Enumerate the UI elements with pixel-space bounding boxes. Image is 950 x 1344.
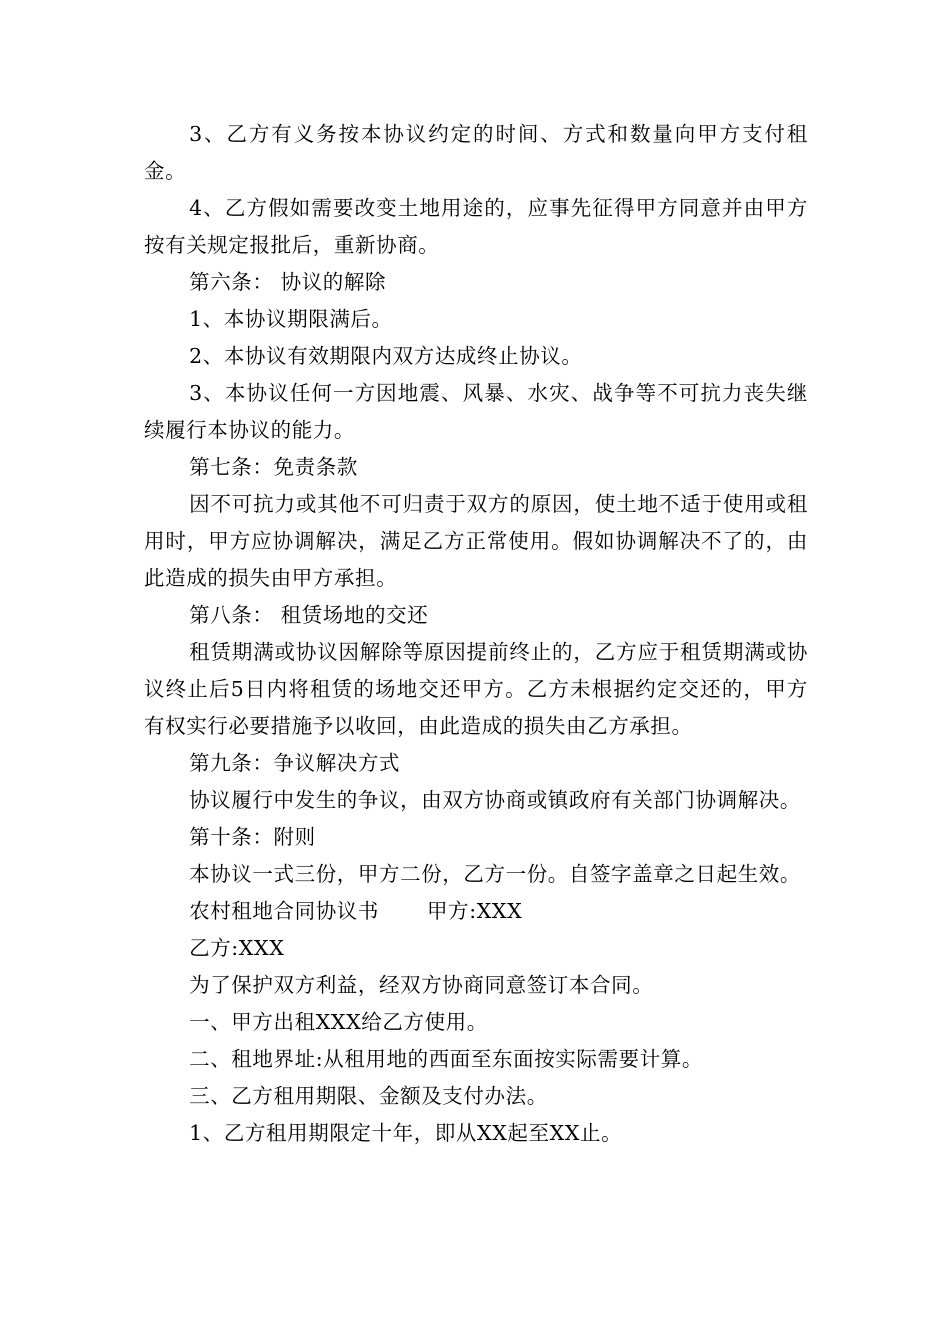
- signature-line: [144, 893, 808, 930]
- paragraph-rent-payment: 3、乙方有义务按本协议约定的时间、方式和数量向甲方支付租金。: [144, 122, 808, 183]
- party-a-label: 甲方:XXX: [427, 899, 523, 923]
- paragraph-dispute: 协议履行中发生的争议，由双方协商或镇政府有关部门协调解决。: [189, 788, 801, 812]
- section-heading-9: 第九条：争议解决方式: [189, 751, 401, 775]
- clause-3: 三、乙方租用期限、金额及支付办法。: [189, 1084, 548, 1108]
- section-heading-7: 第七条：免责条款: [189, 455, 358, 479]
- paragraph-force-majeure: 3、本协议任何一方因地震、风暴、水灾、战争等不可抗力丧失继续履行本协议的能力。: [144, 381, 808, 442]
- section-heading-6: 第六条： 协议的解除: [189, 270, 387, 294]
- paragraph-exemption: 因不可抗力或其他不可归责于双方的原因，使土地不适于使用或租用时，甲方应协调解决，满足乙方正常使用。假如协调解决不了的，由此造成的损失由甲方承担。: [144, 492, 808, 590]
- clause-2: 二、租地界址:从租用地的西面至东面按实际需要计算。: [189, 1047, 703, 1071]
- paragraph-mutual-termination: 2、本协议有效期限内双方达成终止协议。: [189, 344, 583, 368]
- paragraph-term-expired: 1、本协议期限满后。: [189, 307, 393, 331]
- section-heading-10: 第十条：附则: [189, 825, 316, 849]
- paragraph-copies: 本协议一式三份，甲方二份，乙方一份。自签字盖章之日起生效。: [189, 862, 801, 886]
- clause-3-item-1: 1、乙方租用期限定十年，即从XX起至XX止。: [189, 1121, 623, 1145]
- paragraph-purpose: 为了保护双方利益，经双方协商同意签订本合同。: [189, 973, 654, 997]
- paragraph-land-use-change: 4、乙方假如需要改变土地用途的，应事先征得甲方同意并由甲方按有关规定报批后，重新协商。: [144, 196, 808, 257]
- clause-1: 一、甲方出租XXX给乙方使用。: [189, 1010, 488, 1034]
- section-heading-8: 第八条： 租赁场地的交还: [189, 603, 429, 627]
- contract-title: 农村租地合同协议书: [189, 899, 379, 923]
- party-b-label: 乙方:XXX: [189, 936, 285, 960]
- paragraph-site-return: 租赁期满或协议因解除等原因提前终止的，乙方应于租赁期满或协议终止后5日内将租赁的场地交还甲方。乙方未根据约定交还的，甲方有权实行必要措施予以收回，由此造成的损失由乙方承担。: [144, 640, 808, 738]
